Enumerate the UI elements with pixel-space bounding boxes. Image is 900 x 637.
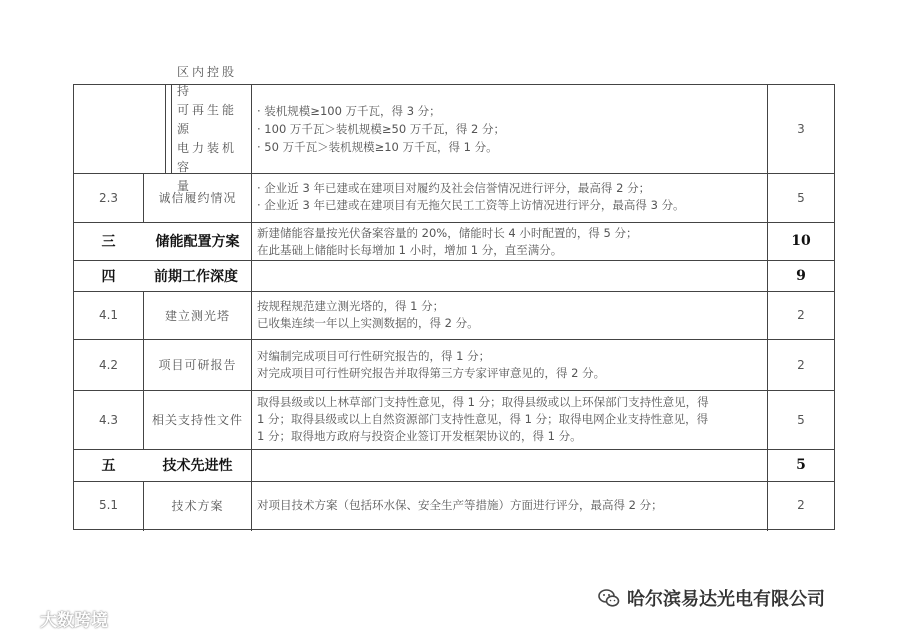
company-watermark bbox=[597, 585, 825, 611]
description-line: · 装机规模≥100 万千瓦，得 3 分； bbox=[257, 104, 441, 118]
section-title: 前期工作深度 bbox=[154, 268, 238, 285]
description-line: 对完成项目可行性研究报告并取得第三方专家评审意见的，得 2 分。 bbox=[257, 366, 606, 380]
section-number: 五 bbox=[101, 458, 116, 474]
description-line: · 企业近 3 年已建或在建项目有无拖欠民工工资等上访情况进行评分，最高得 3 分。 bbox=[257, 198, 685, 212]
section-title: 技术先进性 bbox=[162, 458, 233, 474]
section-number: 三 bbox=[101, 234, 116, 250]
description-line: 1 分；取得县级或以上自然资源部门支持性意见，得 1 分；取得电网企业支持性意见，得 bbox=[257, 412, 709, 426]
section-score: 10 bbox=[791, 233, 811, 249]
description-line: · 企业近 3 年已建或在建项目对履约及社会信誉情况进行评分，最高得 2 分； bbox=[257, 181, 651, 195]
score-cell: 2 bbox=[797, 498, 805, 512]
criterion-name: 项目可研报告 bbox=[158, 358, 237, 372]
score-cell: 3 bbox=[797, 122, 805, 136]
description-line: 按规程规范建立测光塔的，得 1 分； bbox=[257, 299, 445, 313]
criterion-description bbox=[257, 102, 505, 156]
section-score: 5 bbox=[796, 457, 806, 473]
score-cell: 5 bbox=[797, 412, 805, 427]
criterion-name: 诚信履约情况 bbox=[158, 191, 237, 205]
description-line: · 100 万千瓦＞装机规模≥50 万千瓦，得 2 分； bbox=[257, 122, 505, 136]
criterion-name-line: 区内控股持 bbox=[177, 64, 238, 98]
item-number: 5.1 bbox=[98, 498, 119, 512]
criterion-name-line: 可再生能源 bbox=[177, 102, 238, 136]
item-number: 4.2 bbox=[98, 357, 119, 372]
company-name: 哈尔滨易达光电有限公司 bbox=[627, 589, 825, 610]
section-description bbox=[257, 225, 637, 259]
col-divider bbox=[251, 85, 252, 531]
description-line: 对编制完成项目可行性研究报告的，得 1 分； bbox=[257, 349, 491, 363]
description-line: · 50 万千瓦＞装机规模≥10 万千瓦，得 1 分。 bbox=[257, 140, 498, 154]
score-cell: 5 bbox=[797, 190, 805, 205]
section-title: 储能配置方案 bbox=[155, 234, 240, 250]
description-line: 在此基础上储能时长每增加 1 小时，增加 1 分，直至满分。 bbox=[257, 243, 563, 257]
score-cell: 2 bbox=[797, 308, 805, 322]
description-line: 取得县级或以上林草部门支持性意见，得 1 分；取得县级或以上环保部门支持性意见，得 bbox=[257, 395, 709, 409]
description-line: 新建储能容量按光伏备案容量的 20%，储能时长 4 小时配置的，得 5 分； bbox=[257, 226, 638, 240]
criterion-name: 建立测光塔 bbox=[164, 308, 230, 323]
criterion-name: 技术方案 bbox=[171, 498, 224, 513]
criterion-description bbox=[257, 497, 663, 514]
description-line: 已收集连续一年以上实测数据的，得 2 分。 bbox=[257, 316, 479, 330]
criterion-description bbox=[257, 180, 685, 214]
item-number: 2.3 bbox=[98, 190, 119, 205]
section-number: 四 bbox=[101, 268, 116, 285]
item-number: 4.3 bbox=[98, 412, 119, 427]
brand-watermark bbox=[6, 606, 108, 631]
criterion-name bbox=[172, 64, 251, 193]
description-line: 1 分；取得地方政府与投资企业签订开发框架协议的，得 1 分。 bbox=[257, 429, 582, 443]
score-cell: 2 bbox=[797, 357, 805, 372]
criterion-description bbox=[257, 298, 479, 332]
criterion-name: 相关支持性文件 bbox=[151, 413, 243, 427]
col-divider bbox=[165, 85, 166, 173]
section-score: 9 bbox=[796, 267, 806, 284]
criterion-description bbox=[257, 348, 605, 382]
item-number: 4.1 bbox=[98, 308, 119, 322]
brand-logo-icon bbox=[6, 607, 36, 631]
brand-name: 大数跨境 bbox=[40, 611, 108, 631]
wechat-icon bbox=[597, 586, 621, 610]
criterion-name-line: 电力装机容 bbox=[177, 140, 238, 174]
criterion-name-line: 量 bbox=[177, 178, 193, 193]
description-line: 对项目技术方案（包括环水保、安全生产等措施）方面进行评分，最高得 2 分； bbox=[257, 498, 663, 512]
criterion-description bbox=[257, 394, 709, 445]
scoring-table bbox=[73, 64, 835, 530]
